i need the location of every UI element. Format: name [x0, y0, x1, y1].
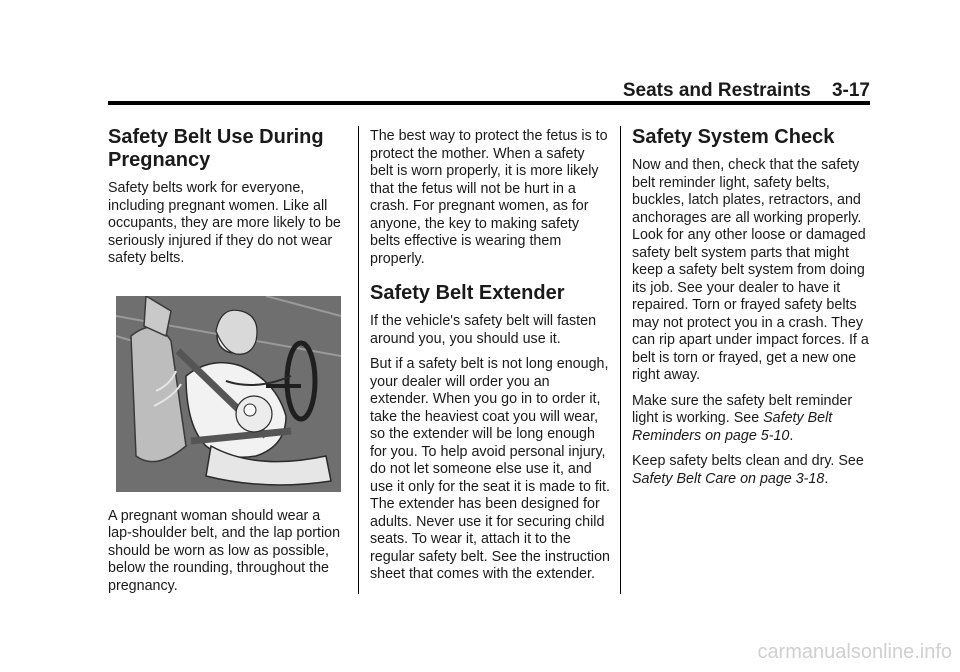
heading-system-check: Safety System Check — [632, 126, 835, 148]
paragraph: But if a safety belt is not long enough, your dealer will order you an extender. When you go in to order it, take the heaviest coat you will wear, so the extender will be long enough for you. To help avoid personal injury, do not let someone else use it, and use it only for the seat it is made to fit. The extender has been designed for adults. Never use it for securing child seats. To wear it, attach it to the regular safety belt. See the instruction sheet that comes with the extender. — [370, 356, 611, 582]
text: . — [824, 470, 829, 487]
paragraph: Now and then, check that the safety belt reminder light, safety belts, buckles, latch plates, retractors, and anchorages are all working properly. Look for any other loose or damaged safety belt system parts that might keep a safety belt system from doing its job. See your dealer to have it repaired. Torn or frayed safety belts may not protect you in a crash. They can rip apart under impact forces. If a belt is torn or frayed, get a new one right away. — [632, 157, 869, 383]
paragraph — [632, 453, 872, 488]
section-title: Seats and Restraints — [622, 80, 811, 101]
column-divider — [358, 126, 359, 594]
watermark: carmanualsonline.info — [757, 641, 952, 663]
column-1 — [108, 126, 346, 603]
reference-link[interactable]: Safety Belt Reminders on page 5-10 — [632, 410, 833, 444]
heading-extender: Safety Belt Extender — [370, 282, 565, 304]
heading-pregnancy: Safety Belt Use During Pregnancy — [108, 126, 324, 171]
text: Make sure the safety belt reminder light is working. See — [632, 392, 853, 426]
paragraph: If the vehicle's safety belt will fasten around you, you should use it. — [370, 313, 597, 347]
page-number: 3-17 — [831, 80, 870, 101]
text: Keep safety belts clean and dry. See — [632, 453, 864, 469]
column-divider — [620, 126, 621, 594]
header-rule — [108, 101, 870, 105]
pregnant-woman-illustration — [116, 296, 341, 492]
page-header — [623, 80, 870, 102]
paragraph — [632, 393, 872, 446]
figure-caption: A pregnant woman should wear a lap-shoulder belt, and the lap portion should be worn as low as possible, below the rounding, throughout the pregnancy. — [108, 507, 341, 594]
text: . — [789, 427, 794, 444]
reference-link[interactable]: Safety Belt Care on page 3-18 — [632, 470, 825, 487]
paragraph: The best way to protect the fetus is to protect the mother. When a safety belt is worn properly, it is more likely that the fetus will not be hurt in a crash. For pregnant women, as for anyone, the key to making safety belts effective is wearing them properly. — [370, 128, 608, 267]
paragraph: Safety belts work for everyone, including pregnant women. Like all occupants, they are more likely to be seriously injured if they do not wear safety belts. — [108, 180, 341, 266]
column-3 — [632, 126, 872, 496]
column-2 — [370, 128, 610, 592]
